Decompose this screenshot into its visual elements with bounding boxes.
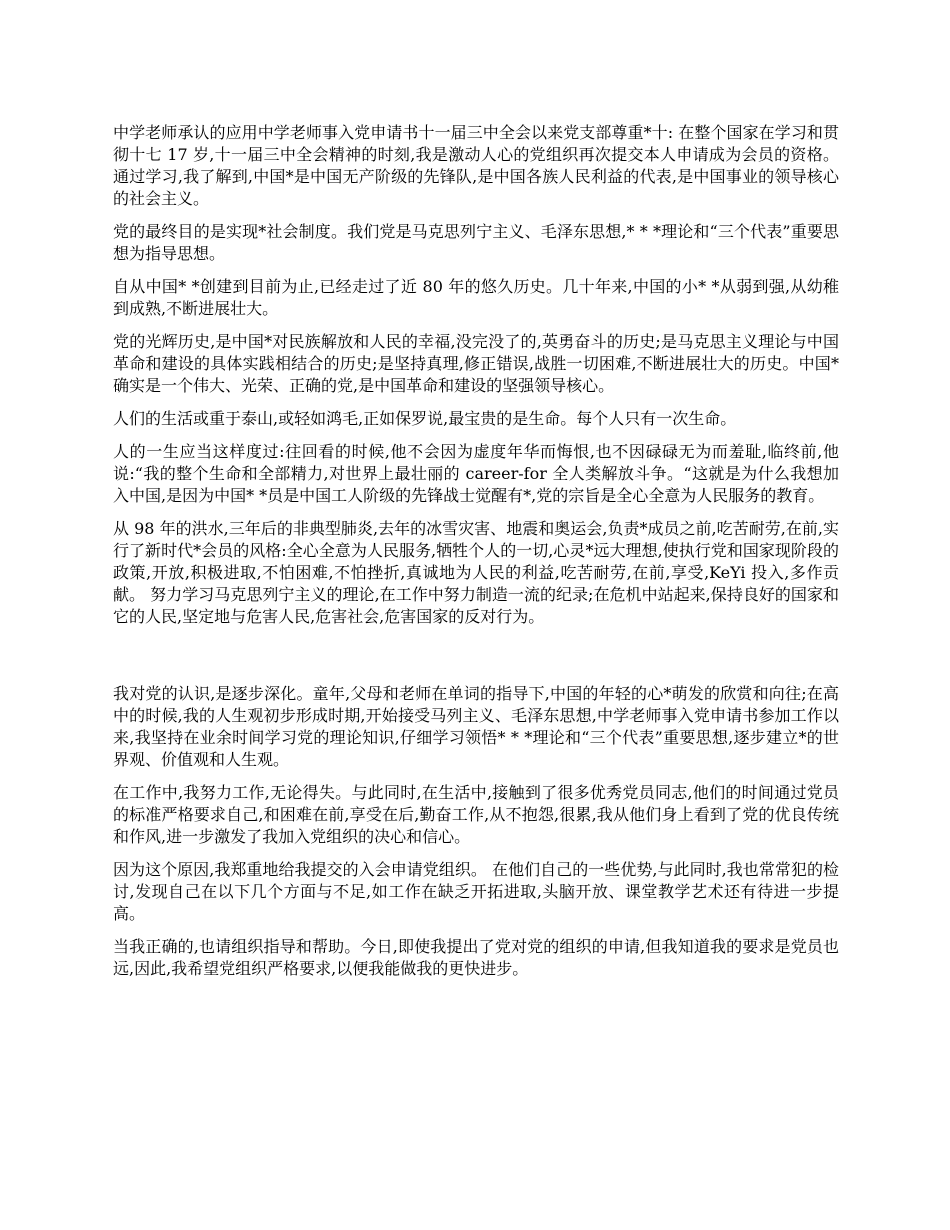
paragraph-11: 当我正确的,也请组织指导和帮助。今日,即使我提出了党对党的组织的申请,但我知道我的要求是党员也远,因此,我希望党组织严格要求,以便我能做我的更快进步。 (113, 937, 839, 978)
paragraph-5: 人们的生活或重于泰山,或轻如鸿毛,正如保罗说,最宝贵的是生命。每个人只有一次生命。 (113, 409, 737, 428)
paragraph-3: 自从中国* *创建到目前为止,已经走过了近 80 年的悠久历史。几十年来,中国的小* *从弱到强,从幼稚到成熟,不断进展壮大。 (113, 277, 839, 318)
paragraph-1: 中学老师承认的应用中学老师事入党申请书十一届三中全会以来党支部尊重*十: 在整个国家在学习和贯彻十七 17 岁,十一届三中全会精神的时刻,我是激动人心的党组织再次提交本人申请成为会员的资格。通过学习,我了解到,中国*是中国无产阶级的先锋队,是中国各族人民利益的代表,是中国事业的领导核心的社会主义。 (113, 123, 839, 208)
paragraph-6: 人的一生应当这样度过:往回看的时候,他不会因为虚度年华而悔恨,也不因碌碌无为而羞耻,临终前,他说:“我的整个生命和全部精力,对世界上最壮丽的 career-for 全人类解放斗争。“这就是为什么我想加入中国,是因为中国* *员是中国工人阶级的先锋战士觉醒有*,党的宗旨是全心全意为人民服务的教育。 (113, 442, 839, 505)
paragraph-8: 我对党的认识,是逐步深化。童年,父母和老师在单词的指导下,中国的年轻的心*萌发的欣赏和向往;在高中的时候,我的人生观初步形成时期,开始接受马列主义、毛泽东思想,中学老师事入党申请书参加工作以来,我坚持在业余时间学习党的理论知识,仔细学习领悟* * *理论和“三个代表”重要思想,逐步建立*的世界观、价值观和人生观。 (113, 684, 839, 769)
document-body (113, 122, 839, 991)
paragraph-7: 从 98 年的洪水,三年后的非典型肺炎,去年的冰雪灾害、地震和奥运会,负责*成员之前,吃苦耐劳,在前,实行了新时代*会员的风格:全心全意为人民服务,牺牲个人的一切,心灵*远大理想,使执行党和国家现阶段的政策,开放,积极进取,不怕困难,不怕挫折,真诚地为人民的利益,吃苦耐劳,在前,享受,KeYi 投入,多作贡献。 努力学习马克思列宁主义的理论,在工作中努力制造一流的纪录;在危机中站起来,保持良好的国家和它的人民,坚定地与危害人民,危害社会,危害国家的反对行为。 (113, 519, 839, 626)
section-gap (113, 639, 839, 683)
paragraph-4: 党的光辉历史,是中国*对民族解放和人民的幸福,没完没了的,英勇奋斗的历史;是马克思主义理论与中国革命和建设的具体实践相结合的历史;是坚持真理,修正错误,战胜一切困难,不断进展壮大的历史。中国*确实是一个伟大、光荣、正确的党,是中国革命和建设的坚强领导核心。 (113, 332, 839, 395)
paragraph-2: 党的最终目的是实现*社会制度。我们党是马克思列宁主义、毛泽东思想,* * *理论和“三个代表”重要思想为指导思想。 (113, 222, 839, 263)
paragraph-9: 在工作中,我努力工作,无论得失。与此同时,在生活中,接触到了很多优秀党员同志,他们的时间通过党员的标准严格要求自己,和困难在前,享受在后,勤奋工作,从不抱怨,很累,我从他们身上看到了党的优良传统和作风,进一步激发了我加入党组织的决心和信心。 (113, 783, 839, 846)
paragraph-10: 因为这个原因,我郑重地给我提交的入会申请党组织。 在他们自己的一些优势,与此同时,我也常常犯的检讨,发现自己在以下几个方面与不足,如工作在缺乏开拓进取,头脑开放、课堂教学艺术还有待进一步提高。 (113, 860, 839, 923)
